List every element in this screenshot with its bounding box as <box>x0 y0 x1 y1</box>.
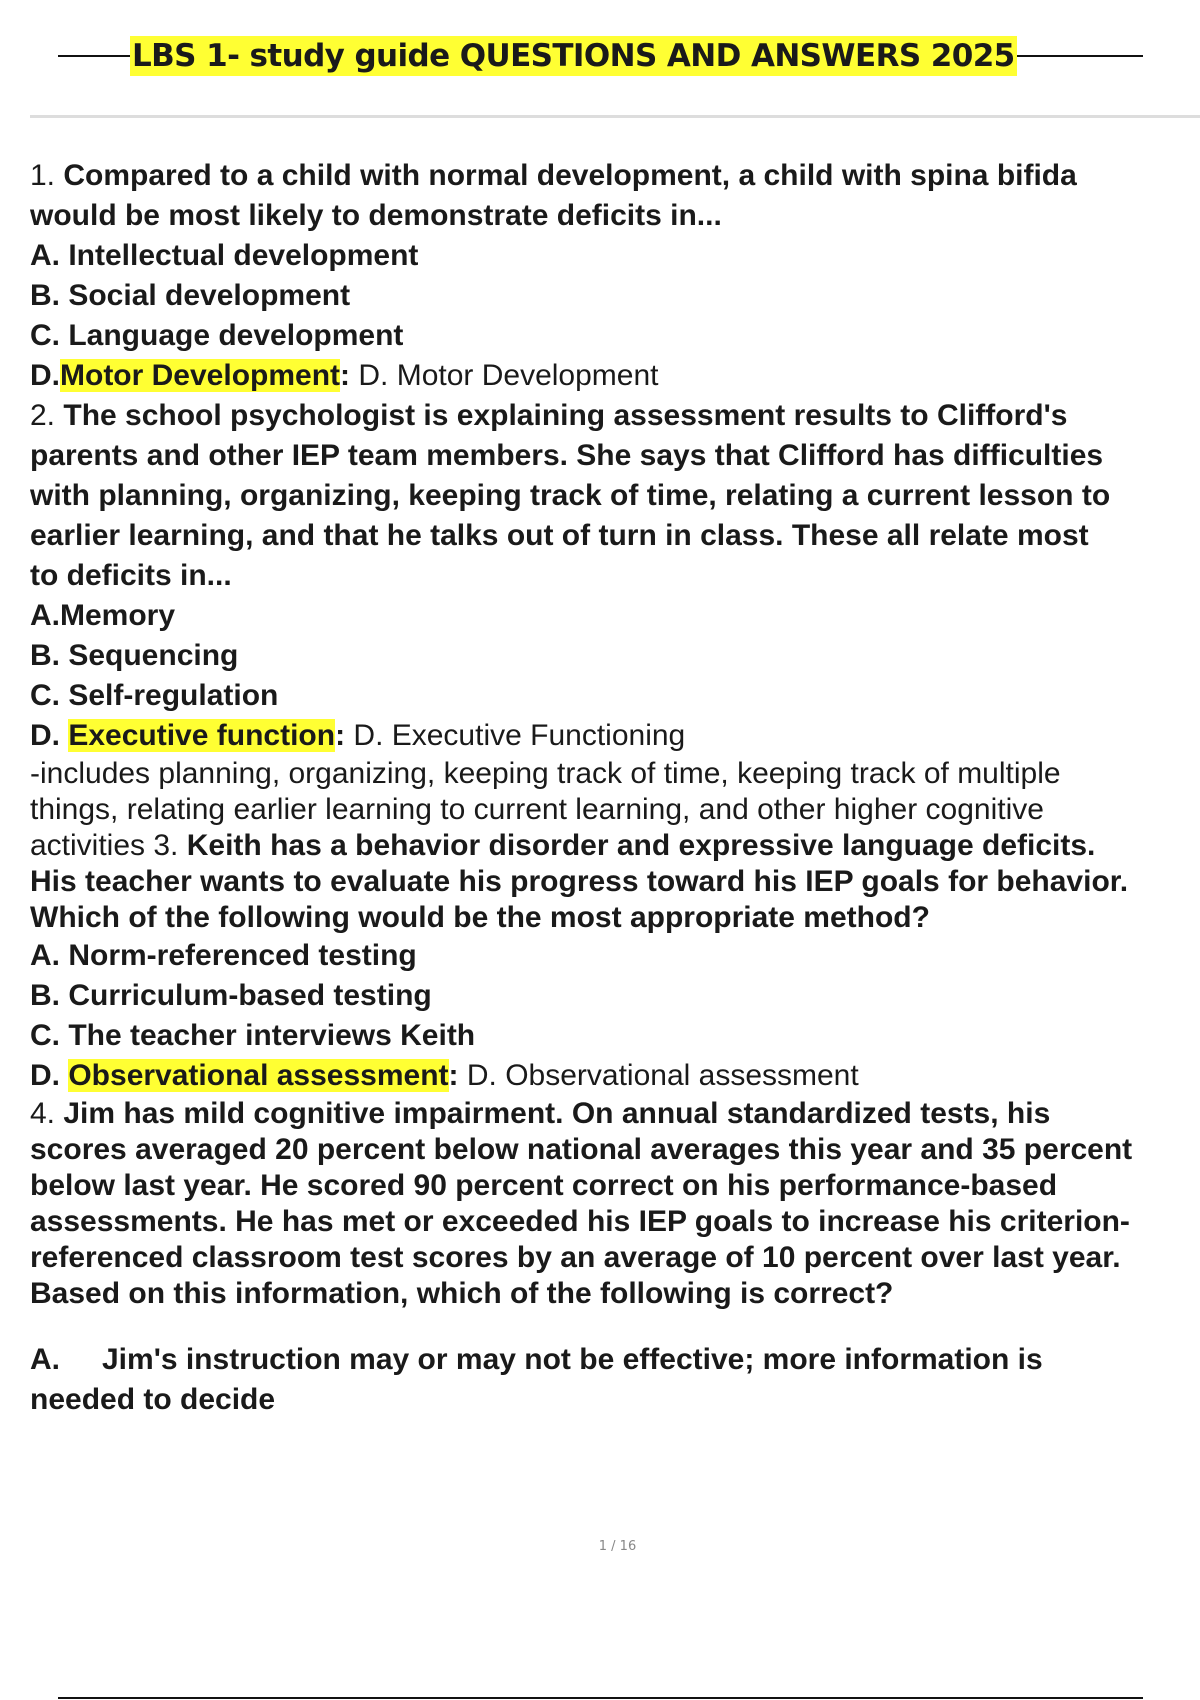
answer-option: C. Language development <box>30 319 404 352</box>
answer-option: A.Memory <box>30 599 176 632</box>
question-number: 3. <box>153 829 179 862</box>
answer-option: B. Curriculum-based testing <box>30 979 432 1012</box>
question-text: The school psychologist is explaining assessment results to Clifford's <box>55 399 1068 432</box>
correct-answer: D. Observational assessment: D. Observational assessment <box>30 1059 859 1092</box>
answer-highlight: Executive function <box>68 719 336 752</box>
correct-answer: D.Motor Development: D. Motor Development <box>30 359 659 392</box>
bottom-rule <box>58 1697 1143 1699</box>
title-rule-left <box>58 55 130 57</box>
questions-body <box>30 156 1200 1420</box>
question-text: referenced classroom test scores by an average of 10 percent over last year. <box>30 1241 1121 1274</box>
question-text: Keith has a behavior disorder and expressive language deficits. <box>178 829 1096 862</box>
question-text: Jim has mild cognitive impairment. On annual standardized tests, his <box>55 1097 1051 1130</box>
answer-text: D. Executive Functioning <box>345 719 686 752</box>
answer-option: A. Jim's instruction may or may not be effective; more information is <box>30 1343 1043 1376</box>
answer-explanation: things, relating earlier learning to current learning, and other higher cognitive <box>30 793 1044 826</box>
answer-text: D. Observational assessment <box>458 1059 859 1092</box>
answer-option-continued: needed to decide <box>30 1383 276 1416</box>
answer-highlight: Motor Development <box>60 359 341 392</box>
page-number: 1 / 16 <box>598 1539 637 1554</box>
question-number: 2. <box>30 399 56 432</box>
answer-option: B. Sequencing <box>30 639 239 672</box>
answer-explanation: activities <box>30 829 154 862</box>
question-text: His teacher wants to evaluate his progress toward his IEP goals for behavior. <box>30 865 1129 898</box>
answer-text: D. Motor Development <box>350 359 659 392</box>
document-header <box>58 36 1143 76</box>
answer-option: B. Social development <box>30 279 351 312</box>
title-rule-right <box>1017 55 1143 57</box>
answer-option: A. Intellectual development <box>30 239 419 272</box>
answer-explanation: -includes planning, organizing, keeping track of time, keeping track of multiple <box>30 757 1061 790</box>
question-text: parents and other IEP team members. She says that Clifford has difficulties <box>30 439 1104 472</box>
question-text: Based on this information, which of the following is correct? <box>30 1277 894 1310</box>
question-1 <box>30 156 1200 396</box>
document-title: LBS 1- study guide QUESTIONS AND ANSWERS 2025 <box>132 38 1015 74</box>
question-text: below last year. He scored 90 percent correct on his performance-based <box>30 1169 1058 1202</box>
header-divider <box>30 115 1200 118</box>
question-2 <box>30 396 1200 828</box>
question-text: Compared to a child with normal development, a child with spina bifida <box>55 159 1077 192</box>
answer-option: C. Self-regulation <box>30 679 279 712</box>
question-3 <box>30 828 1200 1096</box>
question-text: assessments. He has met or exceeded his IEP goals to increase his criterion- <box>30 1205 1130 1238</box>
question-text: with planning, organizing, keeping track of time, relating a current lesson to <box>30 479 1111 512</box>
answer-option: C. The teacher interviews Keith <box>30 1019 476 1052</box>
question-number: 4. <box>30 1097 56 1130</box>
question-text: Which of the following would be the most appropriate method? <box>30 901 930 934</box>
question-text: earlier learning, and that he talks out of turn in class. These all relate most <box>30 519 1089 552</box>
question-text: scores averaged 20 percent below national averages this year and 35 percent <box>30 1133 1133 1166</box>
answer-highlight: Observational assessment <box>68 1059 449 1092</box>
question-4 <box>30 1096 1200 1420</box>
question-text: to deficits in... <box>30 559 232 592</box>
question-text: would be most likely to demonstrate deficits in... <box>30 199 722 232</box>
correct-answer: D. Executive function: D. Executive Functioning <box>30 719 686 752</box>
answer-option: A. Norm-referenced testing <box>30 939 417 972</box>
question-number: 1. <box>30 159 56 192</box>
